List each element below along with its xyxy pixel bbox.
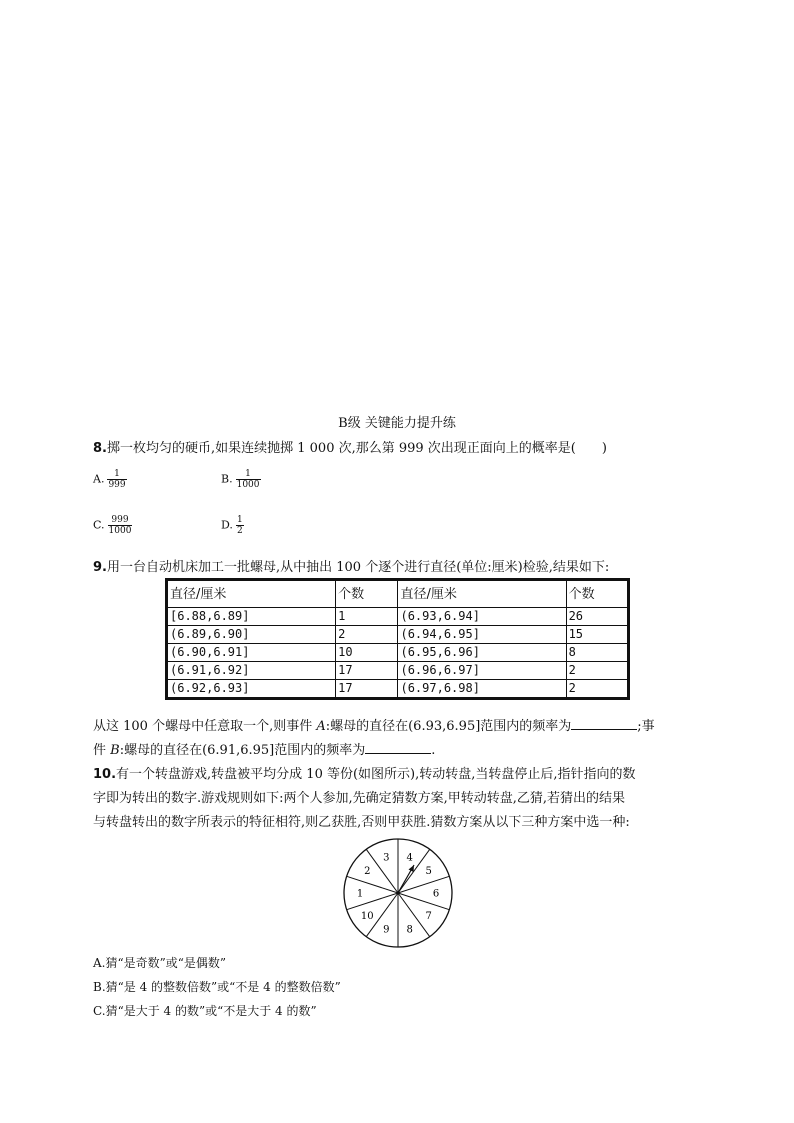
wheel-number-6: 6 (432, 888, 440, 900)
table-row (167, 662, 629, 680)
q8-option-d (221, 515, 244, 536)
question-10-text: 有一个转盘游戏,转盘被平均分成 10 等份(如图所示),转动转盘,当转盘停止后,指针指向的数 (116, 767, 636, 782)
table-cell: 10 (336, 644, 398, 662)
question-9-number: 9. (93, 560, 107, 575)
event-b-symbol: B (110, 743, 120, 758)
table-header-cell: 个数 (336, 580, 398, 608)
table-cell: [6.88,6.89] (167, 608, 336, 626)
answer-blank-b[interactable] (365, 741, 431, 754)
q8-option-a-label: A. (93, 472, 105, 486)
table-header-cell: 直径/厘米 (398, 580, 566, 608)
question-10-line-3: 与转盘转出的数字所表示的特征相符,则乙获胜,否则甲获胜.猜数方案从以下三种方案中选一种: (93, 815, 630, 830)
table-cell: 17 (336, 662, 398, 680)
wheel-number-1: 1 (356, 888, 364, 900)
wheel-number-4: 4 (406, 852, 413, 864)
wheel-number-8: 8 (406, 924, 413, 936)
q8-option-b-label: B. (221, 472, 233, 486)
table-cell: (6.93,6.94] (398, 608, 566, 626)
table-row (167, 626, 629, 644)
q8-option-a (93, 469, 127, 490)
answer-blank-a[interactable] (571, 717, 637, 730)
section-title: B级 关键能力提升练 (338, 416, 456, 431)
diameter-table (165, 578, 630, 700)
table-cell: 17 (336, 680, 398, 699)
question-9 (93, 556, 609, 575)
table-cell: (6.92,6.93] (167, 680, 336, 699)
table-cell: (6.90,6.91] (167, 644, 336, 662)
table-cell: 1 (336, 608, 398, 626)
table-header-row (167, 580, 629, 608)
table-cell: 26 (566, 608, 628, 626)
question-10-number: 10. (93, 767, 117, 782)
question-9-text: 用一台自动机床加工一批螺母,从中抽出 100 个逐个进行直径(单位:厘米)检验,结果如下: (106, 560, 610, 575)
q10-choice-a: A.猜“是奇数”或“是偶数” (93, 956, 227, 970)
table-row (167, 680, 629, 699)
table-cell: 2 (336, 626, 398, 644)
q9-follow-text: :螺母的直径在(6.91,6.95]范围内的频率为 (119, 743, 366, 758)
wheel-number-10: 10 (360, 910, 374, 922)
table-cell: (6.95,6.96] (398, 644, 566, 662)
question-8 (93, 437, 607, 456)
table-cell: (6.94,6.95] (398, 626, 566, 644)
q9-follow-line-1 (93, 715, 655, 734)
question-8-number: 8. (93, 441, 107, 456)
q8-option-b-fraction (236, 469, 261, 490)
table-cell: 8 (566, 644, 628, 662)
q8-option-b-numerator: 1 (245, 469, 251, 479)
q8-option-c-numerator: 999 (111, 515, 129, 525)
q8-option-d-label: D. (221, 518, 233, 532)
question-10-line-2: 字即为转出的数字.游戏规则如下:两个人参加,先确定猜数方案,甲转动转盘,乙猜,若猜出的结果 (93, 791, 626, 806)
q8-option-b-denominator: 1000 (236, 480, 260, 490)
q8-option-c-denominator: 1000 (108, 526, 132, 536)
table-row (167, 608, 629, 626)
table-cell: (6.91,6.92] (167, 662, 336, 680)
q9-follow-text: 件 (93, 743, 111, 758)
q8-option-c-label: C. (93, 518, 105, 532)
q10-choice-b: B.猜“是 4 的整数倍数”或“不是 4 的整数倍数” (93, 980, 341, 994)
q9-follow-text: :螺母的直径在(6.93,6.95]范围内的频率为 (325, 719, 572, 734)
table-header-cell: 直径/厘米 (167, 580, 336, 608)
table-cell: (6.89,6.90] (167, 626, 336, 644)
q9-follow-text: ;事 (637, 719, 655, 734)
q8-option-d-denominator: 2 (236, 526, 243, 536)
q10-choice-c: C.猜“是大于 4 的数”或“不是大于 4 的数” (93, 1004, 317, 1018)
q8-option-c (93, 515, 132, 536)
table-header-cell: 个数 (566, 580, 628, 608)
wheel-number-2: 2 (364, 866, 371, 878)
wheel-number-9: 9 (383, 924, 390, 936)
q8-option-a-numerator: 1 (114, 469, 120, 479)
table-row (167, 644, 629, 662)
q8-option-d-fraction (236, 515, 244, 536)
q8-option-a-fraction (107, 469, 126, 490)
q9-follow-text: . (431, 743, 436, 758)
q8-option-b (221, 469, 261, 490)
q8-option-c-fraction (108, 515, 133, 536)
spinner-wheel (340, 835, 456, 951)
wheel-number-3: 3 (383, 852, 390, 864)
q9-follow-line-2 (93, 739, 435, 758)
event-a-symbol: A (316, 719, 326, 734)
question-8-text: 掷一枚均匀的硬币,如果连续抛掷 1 000 次,那么第 999 次出现正面向上的概率是( ) (106, 441, 607, 456)
q9-follow-text: 从这 100 个螺母中任意取一个,则事件 (93, 719, 317, 734)
wheel-number-7: 7 (425, 910, 432, 922)
q8-option-d-numerator: 1 (236, 515, 243, 525)
table-cell: 2 (566, 680, 628, 699)
q8-option-a-denominator: 999 (108, 480, 126, 490)
table-cell: (6.97,6.98] (398, 680, 566, 699)
table-cell: 2 (566, 662, 628, 680)
question-10-line-1 (93, 763, 636, 782)
wheel-number-5: 5 (425, 866, 432, 878)
table-cell: 15 (566, 626, 628, 644)
table-cell: (6.96,6.97] (398, 662, 566, 680)
